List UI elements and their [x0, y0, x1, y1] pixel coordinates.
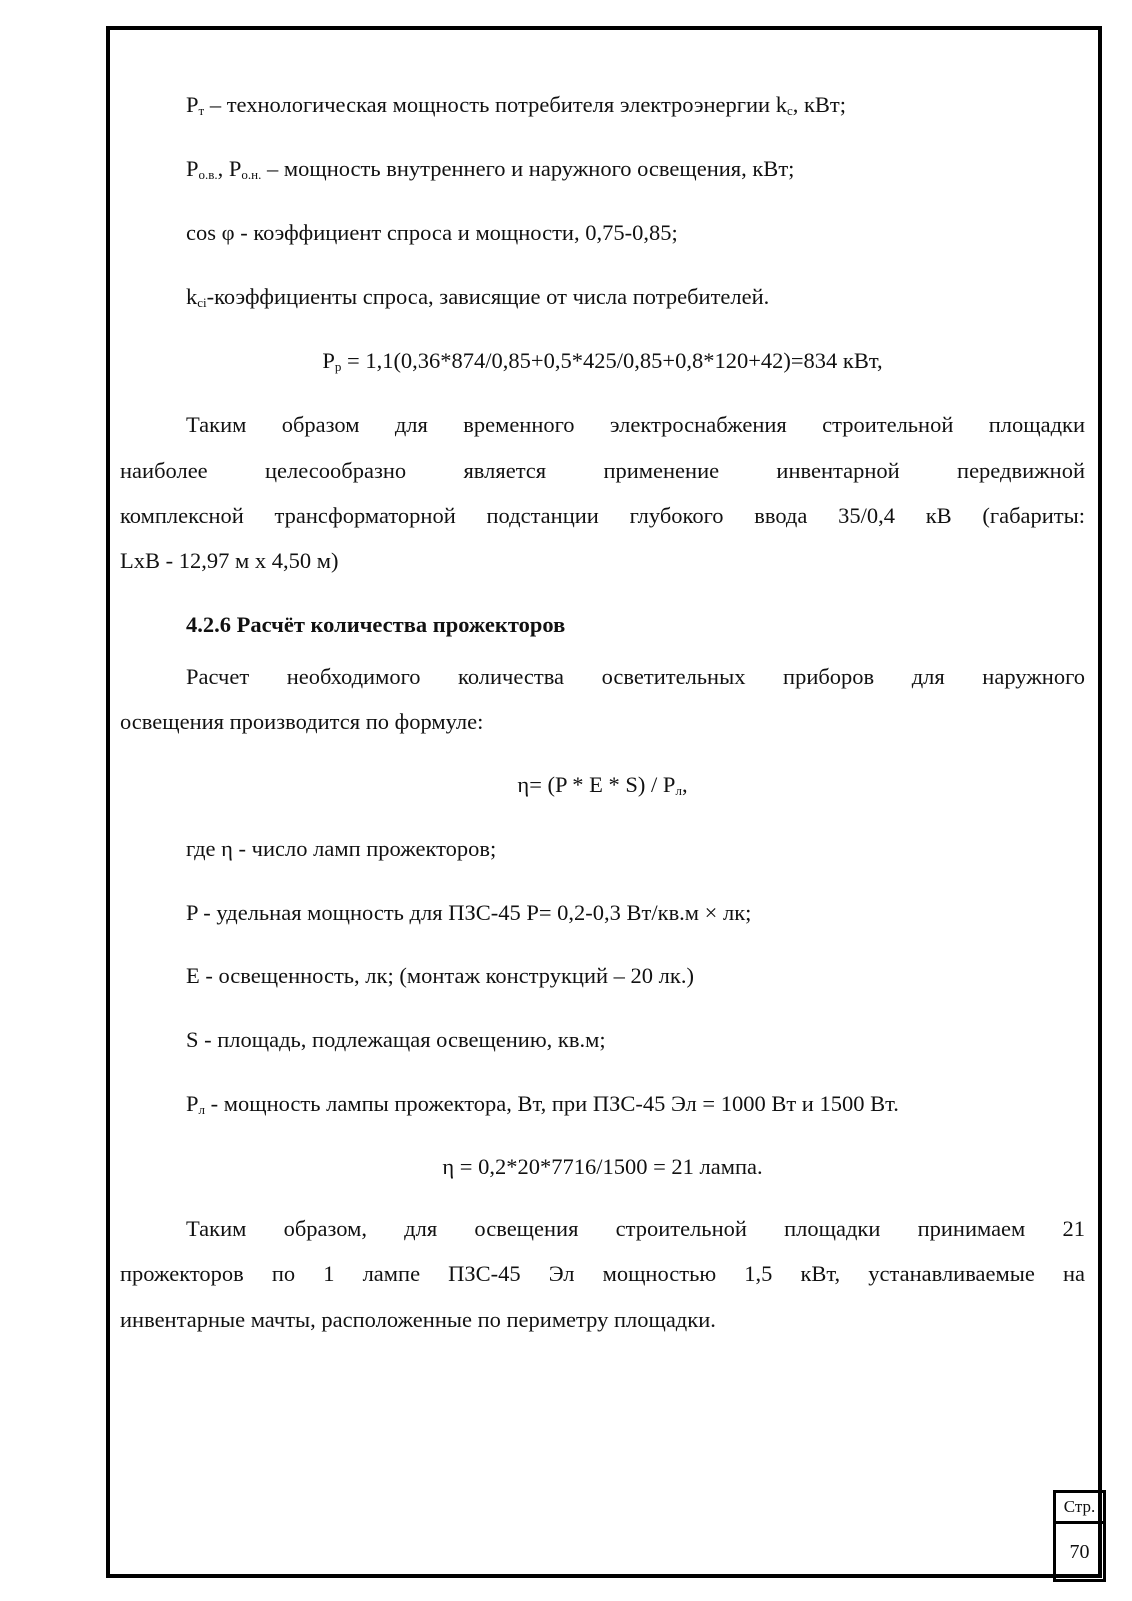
page-frame	[106, 26, 1102, 1578]
where-line: P - удельная мощность для ПЗС-45 P= 0,2-0,3 Вт/кв.м × лк;	[186, 900, 752, 925]
paragraph-line: освещения производится по формуле:	[120, 709, 484, 734]
formula-result: η = 0,2*20*7716/1500 = 21 лампа.	[442, 1154, 763, 1179]
definition-cos: cos φ - коэффициент спроса и мощности, 0,75-0,85;	[186, 220, 678, 245]
page-label: Стр.	[1056, 1493, 1103, 1524]
section-heading: 4.2.6 Расчёт количества прожекторов	[186, 612, 566, 637]
paragraph-line: прожекторов по 1 лампе ПЗС-45 Эл мощностью 1,5 кВт, устанавливаемые на	[120, 1261, 1085, 1286]
paragraph-line: инвентарные мачты, расположенные по периметру площадки.	[120, 1307, 716, 1332]
where-line: E - освещенность, лк; (монтаж конструкций – 20 лк.)	[186, 963, 694, 988]
definition-pt: $P_т$ – технологическая мощность потребителя электроэнергии $k_c$, кВт;	[186, 92, 847, 118]
paragraph-line: Таким образом для временного электроснабжения строительной площадки	[186, 412, 1085, 437]
where-line: $P_л$ - мощность лампы прожектора, Вт, при ПЗС-45 Эл = 1000 Вт и 1500 Вт.	[186, 1091, 899, 1117]
where-line: S - площадь, подлежащая освещению, кв.м;	[186, 1027, 606, 1052]
formula-lamps: $\eta= (P * E * S) / P_л$,	[517, 772, 688, 798]
formula-power: $P_p = 1,1(0,36*874/0,85+0,5*425/0,85+0,8*120+42)=834$ кВт,	[322, 348, 883, 374]
paragraph-line: LxB - 12,97 м х 4,50 м)	[120, 548, 339, 573]
page-number: 70	[1069, 1541, 1090, 1563]
paragraph-line: Таким образом, для освещения строительной площадки принимаем 21	[186, 1216, 1085, 1241]
paragraph-line: Расчет необходимого количества осветительных приборов для наружного	[186, 664, 1085, 689]
where-line: где η - число ламп прожекторов;	[186, 836, 497, 861]
definition-lighting: $P_{о.в.}$, $P_{о.н.}$ – мощность внутреннего и наружного освещения, кВт;	[186, 156, 795, 182]
page-number-box	[1053, 1490, 1106, 1582]
definition-kci: $k_{ci}$-коэффициенты спроса, зависящие от числа потребителей.	[186, 284, 770, 310]
paragraph-line: комплексной трансформаторной подстанции глубокого ввода 35/0,4 кВ (габариты:	[120, 503, 1085, 528]
paragraph-line: наиболее целесообразно является применение инвентарной передвижной	[120, 458, 1085, 483]
